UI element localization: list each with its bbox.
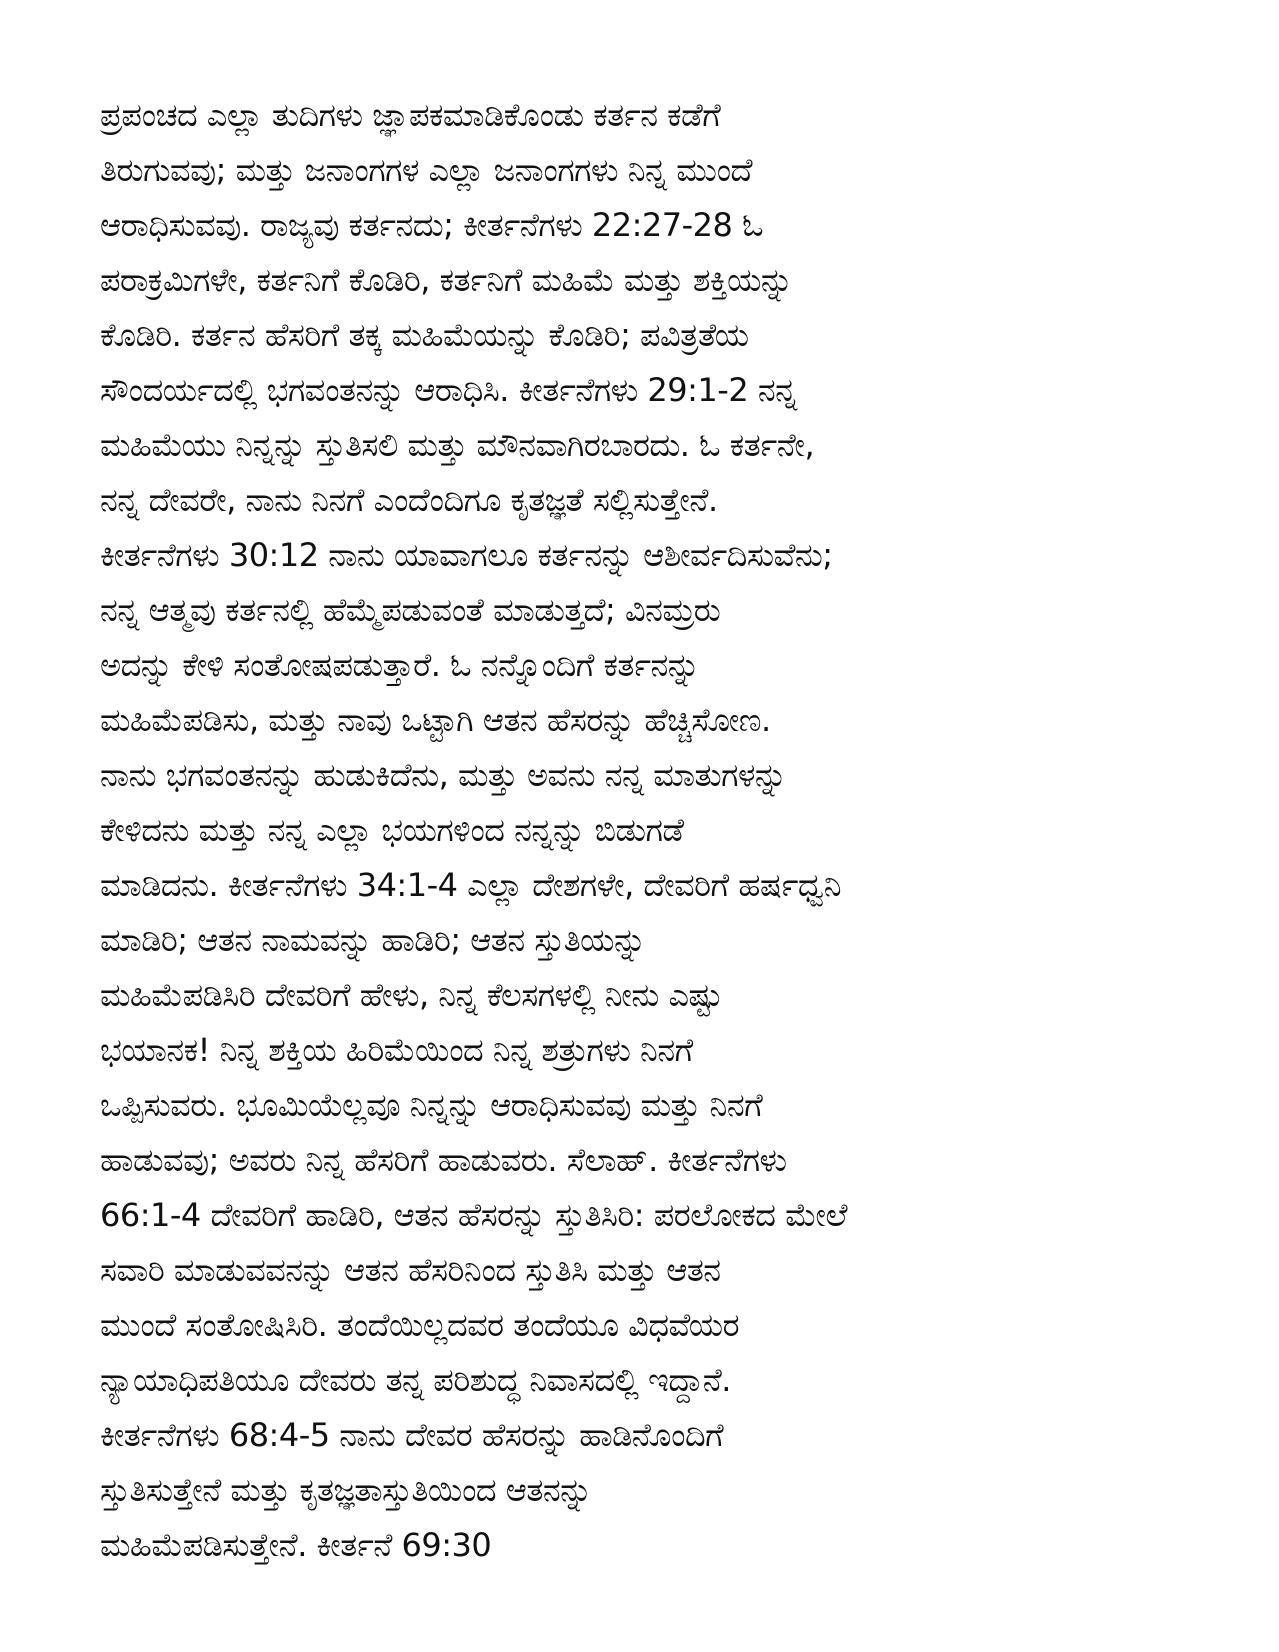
text-line: ಸವಾರಿ ಮಾಡುವವನನ್ನು ಆತನ ಹೆಸರಿನಿಂದ ಸ್ತುತಿಸಿ ಮತ್ತು ಆತನ	[100, 1251, 721, 1289]
text-line: ಮಹಿಮೆಪಡಿಸುತ್ತೇನೆ. ಕೀರ್ತನೆ 69:30	[100, 1526, 492, 1564]
text-line: 66:1-4 ದೇವರಿಗೆ ಹಾಡಿರಿ, ಆತನ ಹೆಸರನ್ನು ಸ್ತುತಿಸಿರಿ: ಪರಲೋಕದ ಮೇಲೆ	[100, 1196, 848, 1234]
text-line: ಪ್ರಪಂಚದ ಎಲ್ಲಾ ತುದಿಗಳು ಜ್ಞಾಪಕಮಾಡಿಕೊಂಡು ಕರ್ತನ ಕಡೆಗೆ	[100, 96, 721, 134]
text-line: ನಾನು ಭಗವಂತನನ್ನು ಹುಡುಕಿದೆನು, ಮತ್ತು ಅವನು ನನ್ನ ಮಾತುಗಳನ್ನು	[100, 756, 787, 794]
text-line: ಸ್ತುತಿಸುತ್ತೇನೆ ಮತ್ತು ಕೃತಜ್ಞತಾಸ್ತುತಿಯಿಂದ ಆತನನ್ನು	[100, 1471, 592, 1509]
text-line: ಕೇಳಿದನು ಮತ್ತು ನನ್ನ ಎಲ್ಲಾ ಭಯಗಳಿಂದ ನನ್ನನ್ನು ಬಿಡುಗಡೆ	[100, 811, 684, 849]
text-line: ಕೊಡಿರಿ. ಕರ್ತನ ಹೆಸರಿಗೆ ತಕ್ಕ ಮಹಿಮೆಯನ್ನು ಕೊಡಿರಿ; ಪವಿತ್ರತೆಯ	[100, 316, 749, 354]
text-line: ತಿರುಗುವವು; ಮತ್ತು ಜನಾಂಗಗಳ ಎಲ್ಲಾ ಜನಾಂಗಗಳು ನಿನ್ನ ಮುಂದೆ	[100, 151, 753, 189]
text-line: ಮಾಡಿರಿ; ಆತನ ನಾಮವನ್ನು ಹಾಡಿರಿ; ಆತನ ಸ್ತುತಿಯನ್ನು	[100, 921, 646, 959]
text-line: ಮಹಿಮೆಯು ನಿನ್ನನ್ನು ಸ್ತುತಿಸಲಿ ಮತ್ತು ಮೌನವಾಗಿರಬಾರದು. ಓ ಕರ್ತನೇ,	[100, 426, 815, 464]
text-line: ಕೀರ್ತನೆಗಳು 30:12 ನಾನು ಯಾವಾಗಲೂ ಕರ್ತನನ್ನು ಆಶೀರ್ವದಿಸುವೆನು;	[100, 536, 833, 574]
text-line: ನನ್ನ ಆತ್ಮವು ಕರ್ತನಲ್ಲಿ ಹೆಮ್ಮೆಪಡುವಂತೆ ಮಾಡುತ್ತದೆ; ವಿನಮ್ರರು	[100, 591, 721, 629]
text-line: ಹಾಡುವವು; ಅವರು ನಿನ್ನ ಹೆಸರಿಗೆ ಹಾಡುವರು. ಸೆಲಾಹ್. ಕೀರ್ತನೆಗಳು	[100, 1141, 787, 1179]
text-line: ಮುಂದೆ ಸಂತೋಷಿಸಿರಿ. ತಂದೆಯಿಲ್ಲದವರ ತಂದೆಯೂ ವಿಧವೆಯರ	[100, 1306, 739, 1344]
body-text	[100, 88, 1200, 1573]
text-line: ಮಾಡಿದನು. ಕೀರ್ತನೆಗಳು 34:1-4 ಎಲ್ಲಾ ದೇಶಗಳೇ, ದೇವರಿಗೆ ಹರ್ಷಧ್ವನಿ	[100, 866, 842, 904]
text-line: ಸೌಂದರ್ಯದಲ್ಲಿ ಭಗವಂತನನ್ನು ಆರಾಧಿಸಿ. ಕೀರ್ತನೆಗಳು 29:1-2 ನನ್ನ	[100, 371, 797, 409]
text-line: ಮಹಿಮೆಪಡಿಸು, ಮತ್ತು ನಾವು ಒಟ್ಟಾಗಿ ಆತನ ಹೆಸರನ್ನು ಹೆಚ್ಚಿಸೋಣ.	[100, 701, 771, 739]
text-line: ಕೀರ್ತನೆಗಳು 68:4-5 ನಾನು ದೇವರ ಹೆಸರನ್ನು ಹಾಡಿನೊಂದಿಗೆ	[100, 1416, 724, 1454]
text-line: ಆರಾಧಿಸುವವು. ರಾಜ್ಯವು ಕರ್ತನದು; ಕೀರ್ತನೆಗಳು 22:27-28 ಓ	[100, 206, 764, 244]
text-line: ಭಯಾನಕ! ನಿನ್ನ ಶಕ್ತಿಯ ಹಿರಿಮೆಯಿಂದ ನಿನ್ನ ಶತ್ರುಗಳು ನಿನಗೆ	[100, 1031, 693, 1069]
text-line: ಪರಾಕ್ರಮಿಗಳೇ, ಕರ್ತನಿಗೆ ಕೊಡಿರಿ, ಕರ್ತನಿಗೆ ಮಹಿಮೆ ಮತ್ತು ಶಕ್ತಿಯನ್ನು	[100, 261, 793, 299]
text-line: ಅದನ್ನು ಕೇಳಿ ಸಂತೋಷಪಡುತ್ತಾರೆ. ಓ ನನ್ನೊಂದಿಗೆ ಕರ್ತನನ್ನು	[100, 646, 700, 684]
text-line: ನನ್ನ ದೇವರೇ, ನಾನು ನಿನಗೆ ಎಂದೆಂದಿಗೂ ಕೃತಜ್ಞತೆ ಸಲ್ಲಿಸುತ್ತೇನೆ.	[100, 481, 718, 519]
text-line: ಒಪ್ಪಿಸುವರು. ಭೂಮಿಯೆಲ್ಲವೂ ನಿನ್ನನ್ನು ಆರಾಧಿಸುವವು ಮತ್ತು ನಿನಗೆ	[100, 1086, 763, 1124]
text-line: ಮಹಿಮೆಪಡಿಸಿರಿ ದೇವರಿಗೆ ಹೇಳು, ನಿನ್ನ ಕೆಲಸಗಳಲ್ಲಿ ನೀನು ಎಷ್ಟು	[100, 976, 723, 1014]
text-line: ನ್ಯಾಯಾಧಿಪತಿಯೂ ದೇವರು ತನ್ನ ಪರಿಶುದ್ಧ ನಿವಾಸದಲ್ಲಿ ಇದ್ದಾನೆ.	[100, 1361, 731, 1399]
